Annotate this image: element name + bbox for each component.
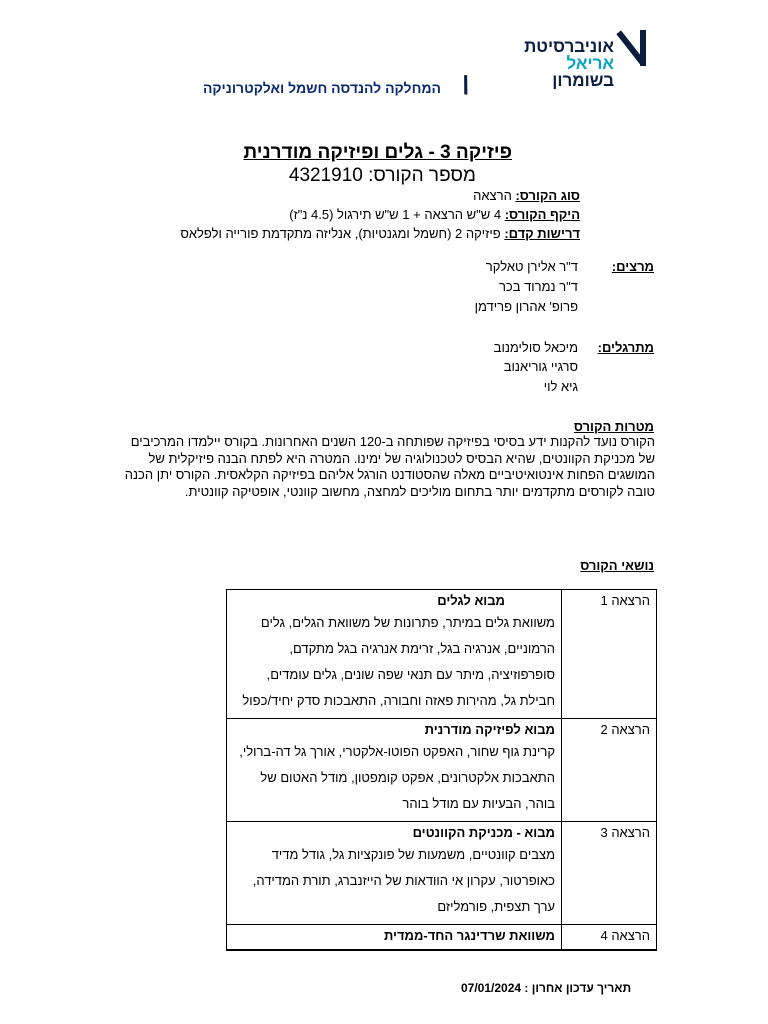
course-number-line xyxy=(289,165,476,187)
prerequisites-value: פיזיקה 2 (חשמל ומגנטיות), אנליזה מתקדמת פורייה ולפלאס xyxy=(180,226,501,241)
goals-heading: מטרות הקורס xyxy=(573,419,654,434)
logo-text xyxy=(524,38,614,89)
course-scope-line xyxy=(289,207,580,222)
table-row xyxy=(227,822,657,925)
lecture-number: הרצאה 2 xyxy=(562,719,657,822)
lecture-number: הרצאה 3 xyxy=(562,822,657,925)
course-scope-label: היקף הקורס: xyxy=(504,207,580,222)
prerequisites-label: דרישות קדם: xyxy=(504,226,580,241)
prerequisites-line xyxy=(180,226,580,241)
lecturer-name: ד"ר אלירן טאלקר xyxy=(485,259,578,274)
logo-mark-icon xyxy=(612,30,646,66)
topics-table xyxy=(226,589,657,951)
university-logo xyxy=(524,30,646,92)
lecture-title: משוואת שרדינגר החד-ממדית xyxy=(383,928,555,943)
lecture-description: מצבים קוונטיים, משמעות של פונקציות גל, גודל מדיד כאופרטור, עקרון אי הוודאות של הייזנברג, תורת המדידה, ערך תצפית, פורמליזם xyxy=(252,847,555,914)
lecture-content xyxy=(227,925,562,951)
course-number: 4321910 xyxy=(288,165,363,186)
table-row xyxy=(227,719,657,822)
lecture-description: משוואת גלים במיתר, פתרונות של משוואת הגלים, גלים הרמוניים, אנרגיה בגל, זרימת אנרגיה בגל מתקדם, סופרפוזיציה, מיתר עם תנאי שפה שונים, גלים עומדים, חבילת גל, מהירות פאזה וחבורה, התאבכות סדק יחיד/כפול xyxy=(242,615,555,708)
last-updated xyxy=(461,981,631,995)
course-type-line xyxy=(473,188,580,203)
lecturer-name: פרופ' אהרון פרידמן xyxy=(474,299,578,314)
tutors-label: מתרגלים: xyxy=(597,340,654,355)
tutor-name: גיא לוי xyxy=(543,379,578,394)
tutor-name: מיכאל סולימנוב xyxy=(493,340,578,355)
course-type-value: הרצאה xyxy=(473,188,512,203)
lecture-title: מבוא - מכניקת הקוונטים xyxy=(412,825,555,840)
logo-line-2: אריאל xyxy=(566,54,614,73)
lecture-content xyxy=(227,822,562,925)
lecture-title: מבוא לגלים xyxy=(437,593,505,608)
lecture-title: מבוא לפיזיקה מודרנית xyxy=(424,722,555,737)
table-row xyxy=(227,925,657,951)
course-title: פיזיקה 3 - גלים ופיזיקה מודרנית xyxy=(243,142,512,163)
course-scope-value: 4 ש"ש הרצאה + 1 ש"ש תירגול (4.5 נ"ז) xyxy=(289,207,502,222)
lecture-content xyxy=(227,590,562,719)
course-type-label: סוג הקורס: xyxy=(515,188,580,203)
tutor-name: סרגיי גוריאנוב xyxy=(503,359,578,374)
lecture-number: הרצאה 4 xyxy=(562,925,657,951)
last-updated-label: תאריך עדכון אחרון : xyxy=(524,981,632,995)
lecturers-label: מרצים: xyxy=(611,259,654,274)
header-separator: \ xyxy=(459,70,472,100)
lecturer-name: ד"ר נמרוד בכר xyxy=(498,279,578,294)
lecture-content xyxy=(227,719,562,822)
lecture-description: קרינת גוף שחור, האפקט הפוטו-אלקטרי, אורך גל דה-ברולי, התאבכות אלקטרונים, אפקט קומפטון, מודל האטום של בוהר, הבעיות עם מודל בוהר xyxy=(239,744,555,811)
course-number-label: מספר הקורס: xyxy=(368,165,476,186)
topics-heading: נושאי הקורס xyxy=(580,558,654,573)
table-row xyxy=(227,590,657,719)
goals-paragraph: הקורס נועד להקנות ידע בסיסי בפיזיקה שפותחה ב-120 השנים האחרונות. בקורס יילמדו המרכיבים של מכניקת הקוונטים, שהיא הבסיס לטכנולוגיה של ימינו. המטרה היא לפתח הבנה פיזיקלית של המושגים הפחות אינטואיטיביים מאלה שהסטודנט הורגל אליהם בפיזיקה הקלאסית. הקורס יתן הכנה טובה לקורסים מתקדמים יותר בתחום מוליכים למחצה, מחשוב קוונטי, אופטיקה קוונטית. xyxy=(124,434,655,499)
logo-line-3: בשומרון xyxy=(552,71,614,90)
department-name: המחלקה להנדסה חשמל ואלקטרוניקה xyxy=(202,80,441,96)
last-updated-date: 07/01/2024 xyxy=(461,981,522,995)
logo-line-1: אוניברסיטת xyxy=(524,37,614,56)
lecture-number: הרצאה 1 xyxy=(562,590,657,719)
